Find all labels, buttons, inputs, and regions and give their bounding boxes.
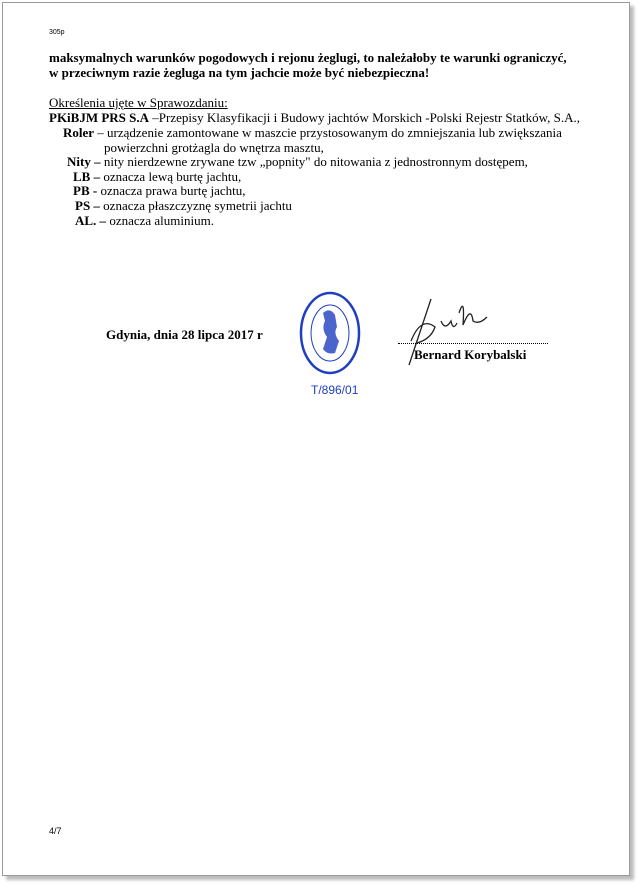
- place-date: Gdynia, dnia 28 lipca 2017 r: [106, 327, 263, 342]
- definition-continuation: powierzchni grotżagla do wnętrza masztu,: [104, 140, 324, 155]
- desc: oznacza lewą burtę jachtu,: [100, 169, 242, 184]
- definition-item: [49, 110, 580, 126]
- term: PS –: [75, 198, 100, 213]
- warning-line-2: w przeciwnym razie żegluga na tym jachcie może być niebezpieczna!: [49, 65, 430, 80]
- definitions-heading: Określenia ujęte w Sprawozdaniu:: [49, 95, 228, 110]
- term: LB –: [73, 169, 101, 184]
- desc: oznacza płaszczyznę symetrii jachtu: [99, 198, 292, 213]
- desc: oznacza aluminium.: [106, 213, 214, 228]
- definition-item: [67, 154, 528, 170]
- term: PKiBJM PRS S.A: [49, 110, 150, 125]
- term: Nity –: [67, 154, 101, 169]
- term: Roler: [63, 125, 95, 140]
- warning-line-1: maksymalnych warunków pogodowych i rejonu żeglugi, to należałoby te warunki ograniczyć,: [49, 50, 567, 65]
- term: PB -: [73, 183, 98, 198]
- page-number: 4/7: [49, 826, 62, 836]
- term: AL. –: [75, 213, 107, 228]
- signatory-name: Bernard Korybalski: [414, 347, 527, 362]
- desc: oznacza prawa burtę jachtu,: [97, 183, 246, 198]
- signature-line: [398, 343, 548, 344]
- definition-item: [73, 183, 246, 199]
- header-code: 305p: [49, 29, 65, 36]
- desc: – urządzenie zamontowane w maszcie przystosowanym do zmniejszania lub zwiększania: [94, 125, 562, 140]
- definition-item: [75, 198, 292, 214]
- definition-item: [63, 125, 562, 141]
- stamp-seal: [299, 291, 361, 375]
- stamp-code: T/896/01: [311, 383, 359, 397]
- desc: nity nierdzewne zrywane tzw „popnity" do nitowania z jednostronnym dostępem,: [100, 154, 528, 169]
- document-page: [2, 2, 630, 876]
- desc: –Przepisy Klasyfikacji i Budowy jachtów Morskich -Polski Rejestr Statków, S.A.,: [149, 110, 581, 125]
- definition-item: [75, 213, 214, 229]
